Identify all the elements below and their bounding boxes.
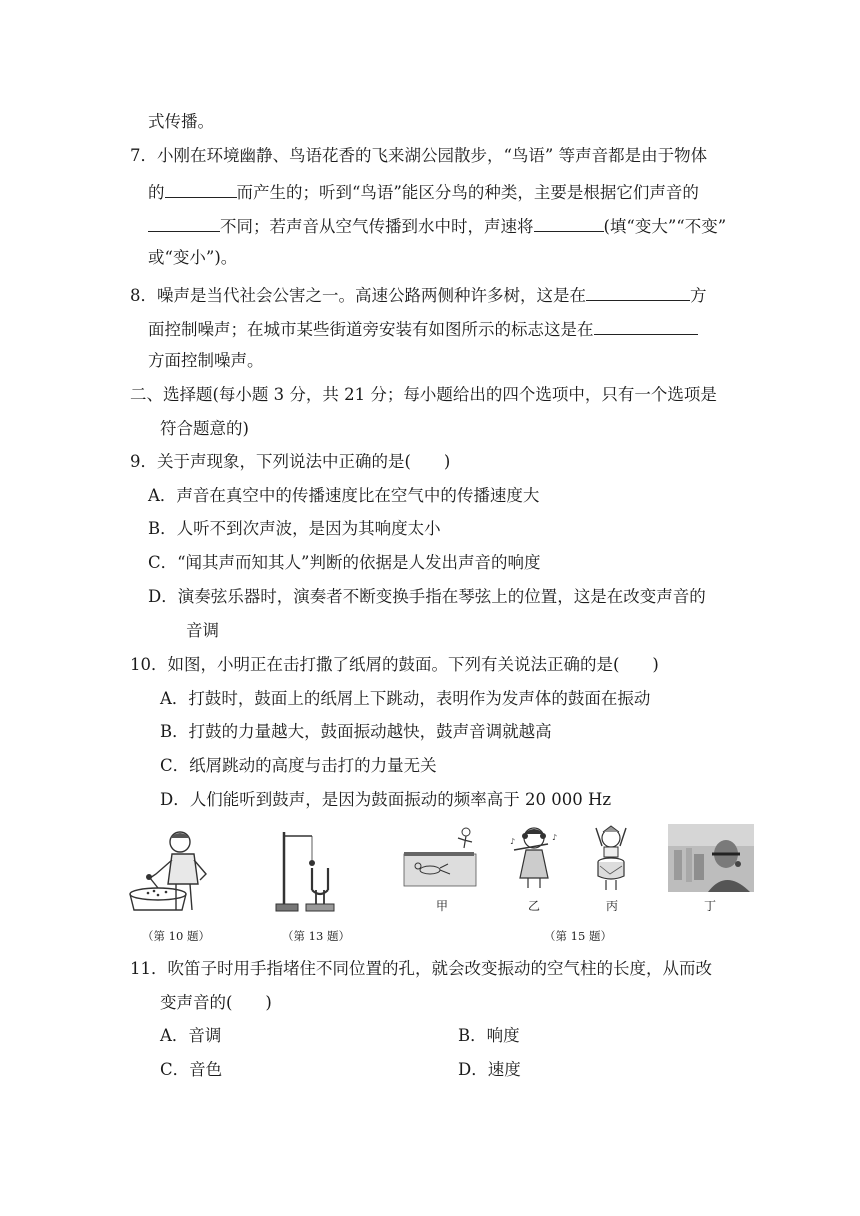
q8-line1 (130, 283, 707, 306)
fig15-yi-flute-girl (508, 826, 560, 892)
q9-option-a[interactable]: A．声音在真空中的传播速度比在空气中的传播速度大 (148, 486, 540, 505)
q10-option-b[interactable]: B．打鼓的力量越大，鼓面振动越快，鼓声音调就越高 (160, 722, 552, 741)
q7-line1: 7．小刚在环境幽静、鸟语花香的飞来湖公园散步，“鸟语” 等声音都是由于物体 (130, 146, 708, 165)
drum-boy-figure (128, 828, 218, 914)
q8-line1-a: 8．噪声是当代社会公害之一。高速公路两侧种许多树，这是在 (130, 286, 586, 305)
svg-text:♪: ♪ (510, 837, 516, 846)
q8-line2-a: 面控制噪声；在城市某些街道旁安装有如图所示的标志这是在 (148, 320, 594, 339)
q7-line3 (148, 214, 726, 237)
fig15-caption: （第 15 题） (544, 929, 612, 943)
q7-line3-b: 不同；若声音从空气传播到水中时，声速将 (220, 217, 534, 236)
fig15-label-jia: 甲 (436, 899, 449, 913)
section2-line2: 符合题意的) (160, 419, 249, 438)
q7-line2-b: 而产生的；听到“鸟语”能区分鸟的种类，主要是根据它们声音的 (236, 183, 699, 202)
q9-option-d-line2: 音调 (186, 621, 219, 640)
q11-option-d[interactable]: D．速度 (458, 1060, 521, 1079)
q11-line1: 11．吹笛子时用手指堵住不同位置的孔，就会改变振动的空气柱的长度，从而改 (130, 959, 712, 978)
fig15-label-bing: 丙 (606, 899, 619, 913)
q10-option-d[interactable]: D．人们能听到鼓声，是因为鼓面振动的频率高于 20 000 Hz (160, 790, 612, 809)
q7-line2 (148, 180, 699, 203)
q9-option-c[interactable]: C．“闻其声而知其人”判断的依据是人发出声音的响度 (148, 553, 541, 572)
q7-blank-1[interactable] (165, 180, 237, 198)
fig15-label-yi: 乙 (528, 899, 541, 913)
q11-option-a[interactable]: A．音调 (160, 1026, 222, 1045)
q7-line4: 或“变小”)。 (148, 248, 238, 267)
q7-line2-a: 的 (148, 183, 165, 202)
q9-option-d-line1[interactable]: D．演奏弦乐器时，演奏者不断变换手指在琴弦上的位置，这是在改变声音的 (148, 587, 706, 606)
fig13-caption: （第 13 题） (282, 929, 350, 943)
q11-option-b[interactable]: B．响度 (458, 1026, 520, 1045)
q9-option-b[interactable]: B．人听不到次声波，是因为其响度太小 (148, 519, 441, 538)
fig15-label-ding: 丁 (704, 899, 717, 913)
q8-line3: 方面控制噪声。 (148, 351, 264, 370)
q10-stem: 10．如图，小明正在击打撒了纸屑的鼓面。下列有关说法正确的是( ) (130, 655, 659, 674)
tuning-fork-stand-figure (272, 828, 338, 914)
q7-blank-3[interactable] (534, 214, 604, 232)
svg-text:♪: ♪ (552, 833, 558, 842)
q9-stem: 9．关于声现象，下列说法中正确的是( ) (130, 452, 451, 471)
section2-line1: 二、选择题(每小题 3 分，共 21 分；每小题给出的四个选项中，只有一个选项是 (130, 385, 717, 404)
q11-option-c[interactable]: C．音色 (160, 1060, 223, 1079)
q7-line3-c: (填“变大”“不变” (603, 217, 727, 236)
fig10-caption: （第 10 题） (142, 929, 210, 943)
q8-blank-1[interactable] (586, 283, 690, 301)
fig15-bing-drummer (586, 824, 636, 892)
q11-line2: 变声音的( ) (160, 993, 272, 1012)
q7-blank-2[interactable] (148, 214, 220, 232)
q8-blank-2[interactable] (594, 317, 698, 335)
fig15-jia-swimmer (402, 826, 478, 890)
q10-option-c[interactable]: C．纸屑跳动的高度与击打的力量无关 (160, 756, 437, 775)
q10-option-a[interactable]: A．打鼓时，鼓面上的纸屑上下跳动，表明作为发声体的鼓面在振动 (160, 689, 651, 708)
q8-line2 (148, 317, 698, 340)
q8-line1-b: 方 (690, 286, 707, 305)
q6-tail: 式传播。 (148, 112, 214, 131)
fig15-ding-photo (668, 824, 754, 892)
